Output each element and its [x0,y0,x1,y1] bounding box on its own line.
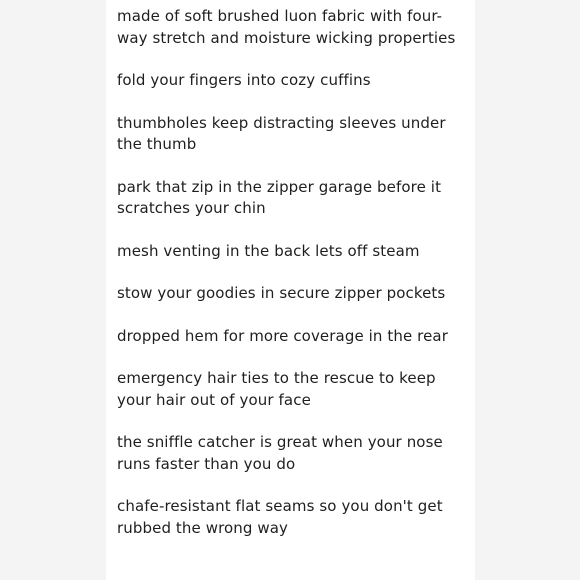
feature-item-zipper-garage: park that zip in the zipper garage before it scratches your chin [117,177,442,217]
feature-item-thumbholes: thumbholes keep distracting sleeves under the thumb [117,113,446,153]
feature-item-mesh-venting: mesh venting in the back lets off steam [117,241,420,260]
feature-item-cuffins: fold your fingers into cozy cuffins [117,71,371,89]
feature-item-hair-ties: emergency hair ties to the rescue to keep your hair out of your face [117,369,436,409]
feature-item-fabric: made of soft brushed luon fabric with four-way stretch and moisture wicking properties [117,7,456,47]
feature-item-dropped-hem: dropped hem for more coverage in the rear [117,326,448,345]
feature-card [106,0,475,580]
feature-list [117,6,467,539]
feature-item-sniffle-catcher: the sniffle catcher is great when your nose runs faster than you do [117,433,443,473]
feature-item-flat-seams: chafe-resistant flat seams so you don't get rubbed the wrong way [117,497,443,537]
feature-item-zipper-pockets: stow your goodies in secure zipper pockets [117,284,446,302]
